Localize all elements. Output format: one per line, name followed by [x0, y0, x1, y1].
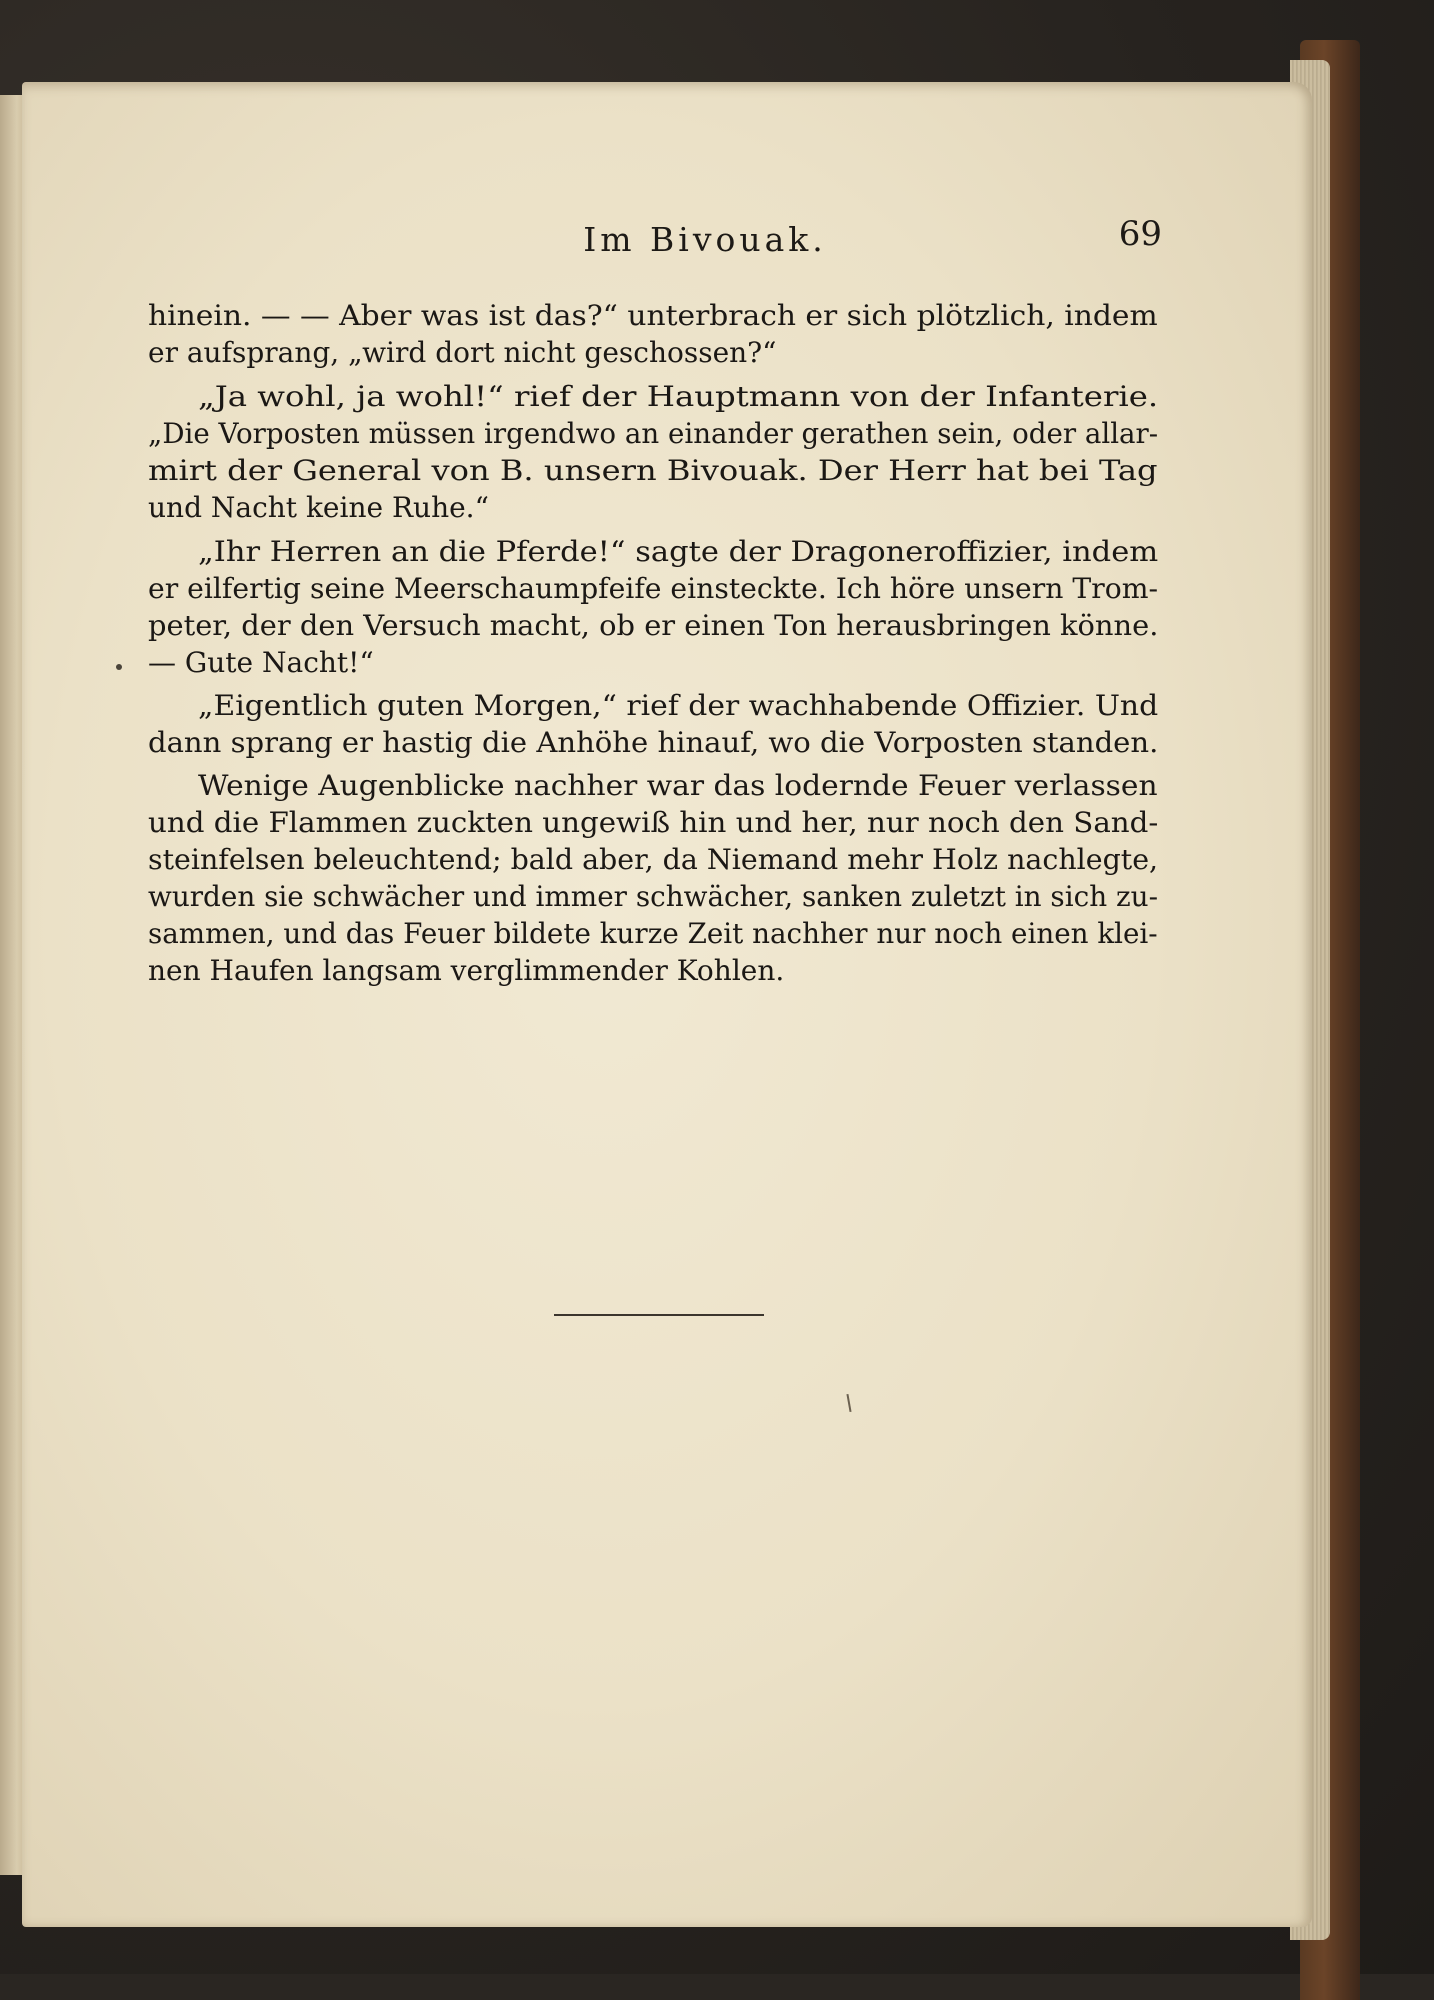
- book-page: [22, 82, 1312, 1927]
- text-line: Wenige Augenblicke nachher war das lodernde Feuer verlassen: [198, 769, 1158, 802]
- text-line: er eilfertig seine Meerschaumpfeife einsteckte. Ich höre unsern Trom-: [148, 572, 1159, 605]
- text-line: er aufsprang, „wird dort nicht geschossen?“: [148, 336, 777, 369]
- paper-blemish: [846, 1394, 851, 1412]
- text-line: und Nacht keine Ruhe.“: [148, 491, 489, 524]
- text-line: „Eigentlich guten Morgen,“ rief der wachhabende Offizier. Und: [198, 689, 1159, 722]
- text-line: sammen, und das Feuer bildete kurze Zeit nachher nur noch einen klei-: [148, 917, 1158, 950]
- text-line: steinfelsen beleuchtend; bald aber, da Niemand mehr Holz nachlegte,: [148, 843, 1159, 876]
- text-line: „Ja wohl, ja wohl!“ rief der Hauptmann von der Infanterie.: [198, 380, 1159, 413]
- text-line: „Ihr Herren an die Pferde!“ sagte der Dragoneroffizier, indem: [198, 535, 1159, 568]
- end-of-chapter-rule: [554, 1314, 764, 1316]
- text-line: — Gute Nacht!“: [148, 646, 374, 679]
- page-number: 69: [1118, 214, 1162, 254]
- text-line: und die Flammen zuckten ungewiß hin und her, nur noch den Sand-: [148, 806, 1159, 839]
- text-line: nen Haufen langsam verglimmender Kohlen.: [148, 954, 785, 987]
- text-line: mirt der General von B. unsern Bivouak. Der Herr hat bei Tag: [148, 454, 1158, 487]
- text-line: „Die Vorposten müssen irgendwo an einander gerathen sein, oder allar-: [148, 417, 1159, 450]
- text-line: wurden sie schwächer und immer schwächer, sanken zuletzt in sich zu-: [148, 880, 1158, 913]
- text-line: peter, der den Versuch macht, ob er einen Ton herausbringen könne.: [148, 609, 1159, 642]
- text-line: dann sprang er hastig die Anhöhe hinauf, wo die Vorposten standen.: [148, 726, 1159, 759]
- running-head: Im Bivouak.: [583, 220, 827, 259]
- text-line: hinein. — — Aber was ist das?“ unterbrach er sich plötzlich, indem: [148, 299, 1158, 332]
- margin-dot: [116, 664, 122, 670]
